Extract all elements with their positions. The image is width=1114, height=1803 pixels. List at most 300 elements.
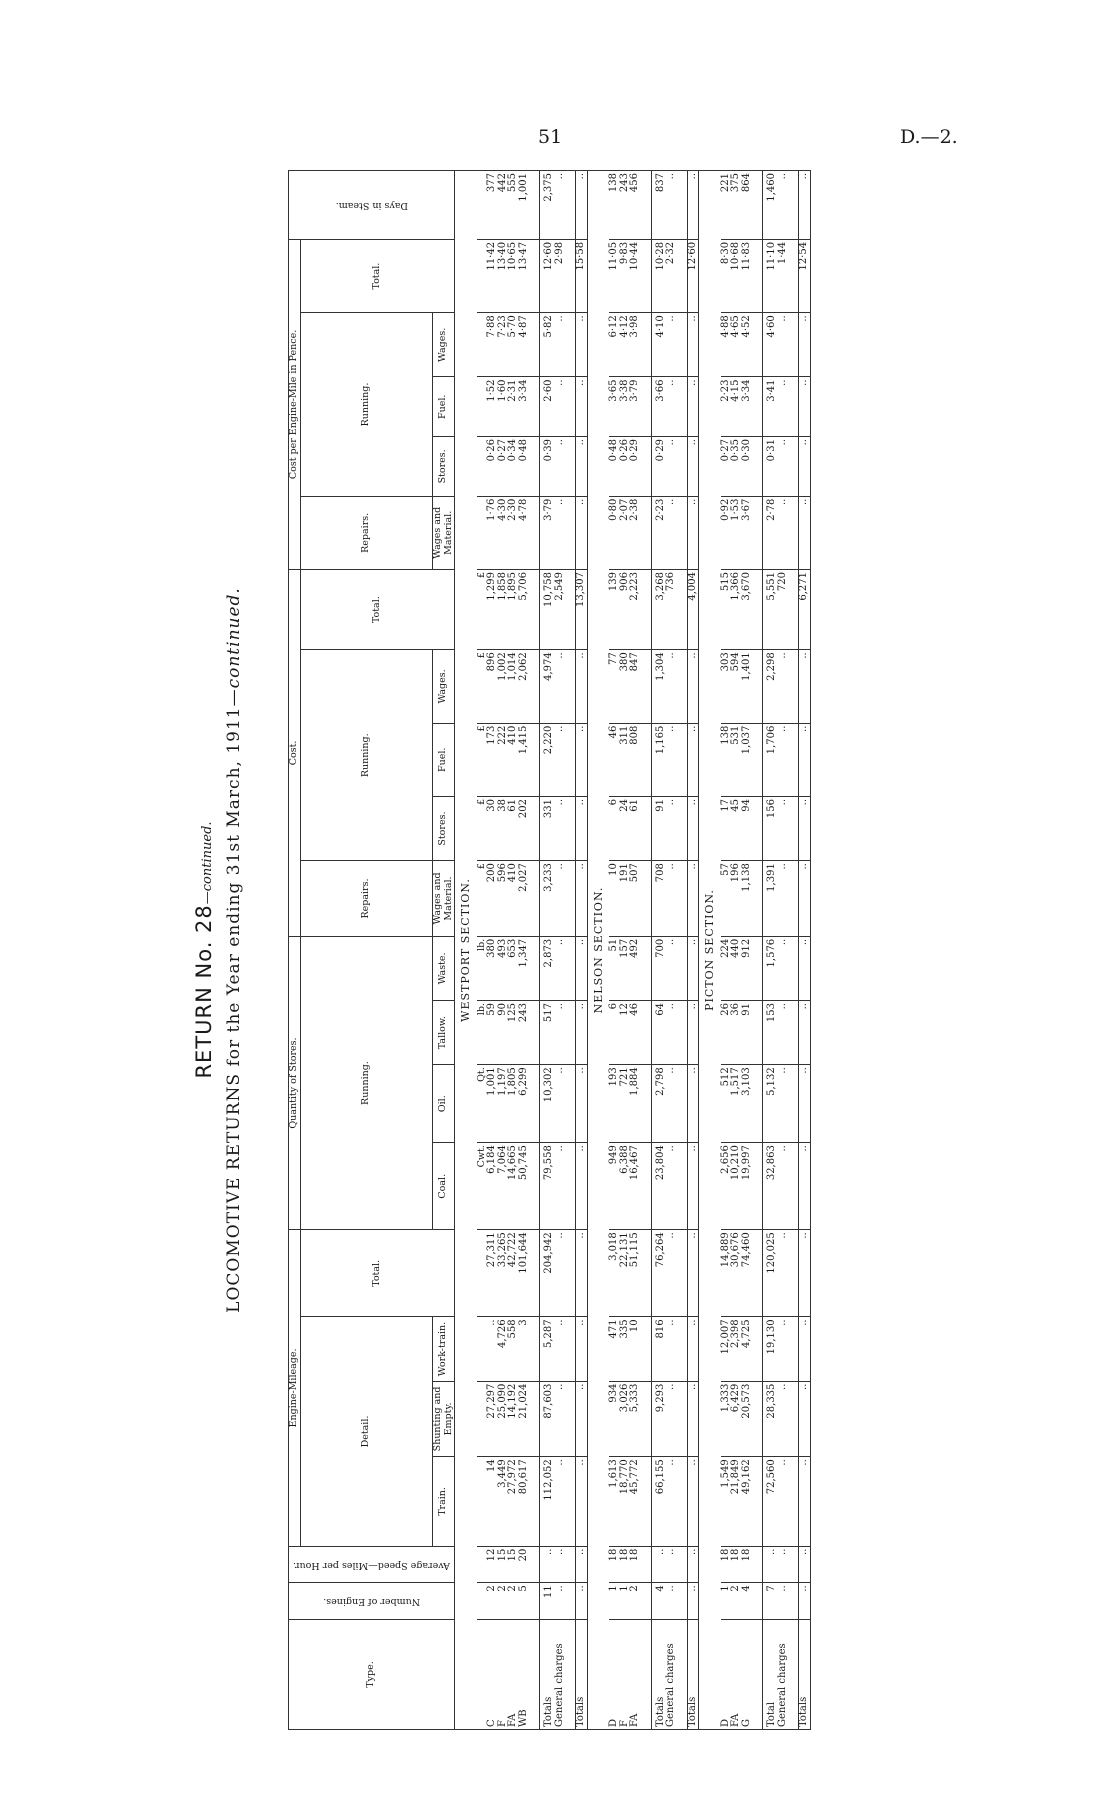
table-cell: 2·78 — [763, 496, 778, 569]
table-cell: .. — [799, 437, 811, 497]
table-cell: 1,391 — [763, 861, 778, 937]
table-cell: 120,025 — [763, 1230, 778, 1317]
table-cell: 191 — [620, 861, 631, 937]
table-cell: .. — [687, 437, 699, 497]
spacer-cell — [565, 861, 576, 937]
table-cell: 50,745 — [519, 1143, 530, 1230]
section-heading-row — [455, 171, 477, 1730]
table-cell: 1,333 — [721, 1381, 732, 1457]
table-cell: 3·38 — [620, 377, 631, 437]
table-cell: .. — [666, 496, 677, 569]
spacer-cell — [529, 1583, 540, 1620]
table-cell: 1,037 — [742, 723, 753, 796]
return-subtitle — [224, 170, 244, 1730]
table-cell: 202 — [519, 796, 530, 860]
table-cell: 2,798 — [651, 1065, 666, 1143]
table-cell: .. — [555, 1457, 566, 1546]
spacer-cell — [788, 796, 799, 860]
header-speed: Average Speed—Miles per Hour. — [289, 1546, 455, 1583]
table-cell: 6,429 — [731, 1381, 742, 1457]
table-cell: .. — [778, 1546, 789, 1583]
table-cell: .. — [666, 313, 677, 377]
spacer-cell — [641, 1230, 652, 1317]
table-cell: .. — [576, 936, 588, 1000]
table-cell: 17 — [721, 796, 732, 860]
table-cell: .. — [576, 861, 588, 937]
table-cell: 200 — [487, 861, 498, 937]
table-cell: 6 — [609, 796, 620, 860]
table-cell: 90 — [498, 1001, 509, 1065]
header-mile-running: Running. — [300, 313, 433, 496]
return-title-main: RETURN No. 28 — [192, 904, 216, 1079]
table-cell: 2·31 — [508, 377, 519, 437]
table-cell: 4·10 — [651, 313, 666, 377]
row-type: F — [498, 1619, 509, 1729]
table-cell: 1·53 — [731, 496, 742, 569]
table-cell: 311 — [620, 723, 631, 796]
header-detail: Detail. — [300, 1317, 433, 1546]
table-cell: .. — [576, 1381, 588, 1457]
table-cell: 4·60 — [763, 313, 778, 377]
table-cell: .. — [576, 1001, 588, 1065]
spacer-cell — [529, 437, 540, 497]
table-cell: 196 — [731, 861, 742, 937]
table-cell: 0·92 — [721, 496, 732, 569]
spacer-cell — [565, 650, 576, 723]
table-cell: 0·34 — [508, 437, 519, 497]
spacer-cell — [641, 861, 652, 937]
row-type: D — [609, 1619, 620, 1729]
row-type: G — [742, 1619, 753, 1729]
unit-cell: £ — [477, 570, 488, 650]
table-cell: 11·05 — [609, 239, 620, 312]
spacer-cell — [565, 570, 576, 650]
table-cell: .. — [799, 171, 811, 240]
table-cell: 18 — [721, 1546, 732, 1583]
spacer-cell — [677, 1457, 688, 1546]
general-charges-row — [778, 171, 789, 1730]
spacer-cell — [641, 1583, 652, 1620]
table-cell: 442 — [498, 171, 509, 240]
table-cell: 1·60 — [498, 377, 509, 437]
table-cell: .. — [666, 1457, 677, 1546]
table-cell: 138 — [721, 723, 732, 796]
spacer-cell — [788, 1381, 799, 1457]
table-cell: 32,863 — [763, 1143, 778, 1230]
table-cell: 1 — [620, 1583, 631, 1620]
table-cell: .. — [555, 1143, 566, 1230]
table-cell: 5 — [519, 1583, 530, 1620]
table-cell: 7 — [763, 1583, 778, 1620]
spacer-cell — [788, 437, 799, 497]
header-engines: Number of Engines. — [289, 1583, 455, 1620]
table-cell: .. — [555, 1546, 566, 1583]
table-cell: 5,333 — [630, 1381, 641, 1457]
table-cell: .. — [778, 1583, 789, 1620]
table-cell: 20,573 — [742, 1381, 753, 1457]
table-cell: .. — [778, 437, 789, 497]
row-type: General charges — [666, 1619, 677, 1729]
spacer-cell — [752, 936, 763, 1000]
table-cell: .. — [778, 1001, 789, 1065]
table-cell: 5,706 — [519, 570, 530, 650]
spacer-cell — [529, 650, 540, 723]
table-cell: .. — [555, 437, 566, 497]
spacer-cell — [752, 570, 763, 650]
spacer-cell — [565, 1065, 576, 1143]
spacer-cell — [752, 723, 763, 796]
table-cell: .. — [555, 377, 566, 437]
table-cell: .. — [666, 1001, 677, 1065]
table-cell: 3 — [519, 1317, 530, 1381]
table-cell: 18 — [609, 1546, 620, 1583]
table-cell: 57 — [721, 861, 732, 937]
table-cell: 204,942 — [540, 1230, 555, 1317]
totals-row — [763, 171, 778, 1730]
table-row — [609, 171, 620, 1730]
table-cell: .. — [799, 723, 811, 796]
table-cell: .. — [666, 723, 677, 796]
header-days: Days in Steam. — [289, 171, 455, 240]
row-type: General charges — [555, 1619, 566, 1729]
table-cell: 10·65 — [508, 239, 519, 312]
spacer-cell — [641, 570, 652, 650]
general-charges-row — [666, 171, 677, 1730]
table-cell: 4·65 — [731, 313, 742, 377]
table-cell: .. — [555, 1583, 566, 1620]
spacer-cell — [529, 861, 540, 937]
table-cell: .. — [666, 1317, 677, 1381]
table-cell: 0·48 — [609, 437, 620, 497]
table-cell: 1,001 — [487, 1065, 498, 1143]
spacer-cell — [641, 723, 652, 796]
table-cell: 10·28 — [651, 239, 666, 312]
table-cell: 5·70 — [508, 313, 519, 377]
table-cell: .. — [799, 1065, 811, 1143]
spacer-cell — [565, 1457, 576, 1546]
table-cell: 2,220 — [540, 723, 555, 796]
spacer-cell — [641, 936, 652, 1000]
table-cell: 3,233 — [540, 861, 555, 937]
header-coal: Coal. — [433, 1143, 455, 1230]
table-cell: .. — [778, 1381, 789, 1457]
table-cell: 45,772 — [630, 1457, 641, 1546]
table-cell: 3,103 — [742, 1065, 753, 1143]
spacer-cell — [565, 239, 576, 312]
table-cell: .. — [778, 496, 789, 569]
grand-totals-row — [799, 171, 811, 1730]
header-mile-fuel: Fuel. — [433, 377, 455, 437]
spacer-cell — [677, 239, 688, 312]
table-cell: 46 — [630, 1001, 641, 1065]
spacer-cell — [752, 1381, 763, 1457]
table-cell: .. — [666, 377, 677, 437]
table-cell: .. — [778, 377, 789, 437]
row-type: Totals — [687, 1619, 699, 1729]
spacer-cell — [752, 1001, 763, 1065]
table-cell: 1,613 — [609, 1457, 620, 1546]
table-cell: 4·78 — [519, 496, 530, 569]
spacer-cell — [788, 1317, 799, 1381]
table-cell: 112,052 — [540, 1457, 555, 1546]
spacer-cell — [565, 313, 576, 377]
table-cell: 61 — [508, 796, 519, 860]
spacer-cell — [529, 1317, 540, 1381]
table-cell: 517 — [540, 1001, 555, 1065]
return-subtitle-main: LOCOMOTIVE RETURNS for the Year ending 31st March, 1911 — [224, 706, 244, 1313]
table-cell: 139 — [609, 570, 620, 650]
table-cell: 1,576 — [763, 936, 778, 1000]
rotated-return-sheet — [170, 170, 1075, 1730]
spacer-cell — [752, 861, 763, 937]
table-cell: 2,223 — [630, 570, 641, 650]
header-stores-running: Running. — [300, 936, 433, 1229]
table-cell: 87,603 — [540, 1381, 555, 1457]
table-cell: .. — [799, 1001, 811, 1065]
table-cell: 2·38 — [630, 496, 641, 569]
spacer-cell — [641, 1065, 652, 1143]
row-type: General charges — [778, 1619, 789, 1729]
table-cell: .. — [799, 377, 811, 437]
table-cell: 0·27 — [498, 437, 509, 497]
table-cell: .. — [778, 861, 789, 937]
table-cell: 12 — [620, 1001, 631, 1065]
table-cell: .. — [687, 313, 699, 377]
table-cell: 12·60 — [687, 239, 699, 312]
table-cell: 10,758 — [540, 570, 555, 650]
table-cell: .. — [687, 1317, 699, 1381]
spacer-cell — [788, 650, 799, 723]
table-cell: 2 — [498, 1583, 509, 1620]
table-cell: 2·23 — [721, 377, 732, 437]
table-cell: 193 — [609, 1065, 620, 1143]
table-cell: 3·79 — [540, 496, 555, 569]
spacer-cell — [752, 1619, 763, 1729]
table-cell: .. — [687, 496, 699, 569]
table-cell: 1,858 — [498, 570, 509, 650]
table-row — [519, 171, 530, 1730]
table-cell: 4·87 — [519, 313, 530, 377]
table-cell: 3·67 — [742, 496, 753, 569]
table-cell: 6,388 — [620, 1143, 631, 1230]
table-cell: .. — [778, 171, 789, 240]
table-cell: 531 — [731, 723, 742, 796]
spacer-cell — [565, 1001, 576, 1065]
section-heading: WESTPORT SECTION. — [455, 171, 477, 1730]
header-cost-total: Total. — [300, 570, 455, 650]
table-cell: .. — [555, 1317, 566, 1381]
table-cell: .. — [576, 650, 588, 723]
spacer-cell — [788, 313, 799, 377]
header-cost-repairs: Repairs. — [300, 861, 433, 937]
table-cell: 1,706 — [763, 723, 778, 796]
table-cell: 5·82 — [540, 313, 555, 377]
table-cell: .. — [666, 796, 677, 860]
table-cell: 77 — [609, 650, 620, 723]
spacer-cell — [677, 437, 688, 497]
spacer-cell — [565, 1381, 576, 1457]
table-cell: 80,617 — [519, 1457, 530, 1546]
table-cell: 1,165 — [651, 723, 666, 796]
general-charges-row — [555, 171, 566, 1730]
table-cell: 6 — [609, 1001, 620, 1065]
spacer-cell — [641, 1001, 652, 1065]
header-train: Train. — [433, 1457, 455, 1546]
table-cell: 410 — [508, 723, 519, 796]
table-cell: 3·79 — [630, 377, 641, 437]
table-cell: .. — [799, 796, 811, 860]
spacer-cell — [529, 1457, 540, 1546]
spacer-cell — [529, 1546, 540, 1583]
spacer-cell — [677, 171, 688, 240]
table-cell: 653 — [508, 936, 519, 1000]
table-cell: 9·83 — [620, 239, 631, 312]
table-cell: 12 — [487, 1546, 498, 1583]
table-cell: 7·88 — [487, 313, 498, 377]
table-cell: .. — [555, 313, 566, 377]
table-cell: .. — [687, 1546, 699, 1583]
table-cell: 4 — [742, 1583, 753, 1620]
table-cell: .. — [487, 1317, 498, 1381]
spacer-cell — [752, 1317, 763, 1381]
table-cell: 22,131 — [620, 1230, 631, 1317]
table-cell: 906 — [620, 570, 631, 650]
table-cell: 837 — [651, 171, 666, 240]
unit-cell: £ — [477, 796, 488, 860]
table-cell: .. — [576, 1546, 588, 1583]
spacer-cell — [752, 1065, 763, 1143]
table-cell: 11·42 — [487, 239, 498, 312]
header-oil: Oil. — [433, 1065, 455, 1143]
spacer-cell — [565, 1583, 576, 1620]
table-cell: .. — [555, 650, 566, 723]
table-cell: 15 — [508, 1546, 519, 1583]
table-cell: 26 — [721, 1001, 732, 1065]
table-cell: 380 — [620, 650, 631, 723]
table-cell: 1,517 — [731, 1065, 742, 1143]
table-cell: 335 — [620, 1317, 631, 1381]
header-cost-wages-material: Wages and Material. — [433, 861, 455, 937]
table-cell: 4,725 — [742, 1317, 753, 1381]
table-cell: 153 — [763, 1001, 778, 1065]
spacer-cell — [788, 1230, 799, 1317]
table-cell: .. — [778, 1230, 789, 1317]
table-cell: 3·65 — [609, 377, 620, 437]
spacer-cell — [529, 496, 540, 569]
spacer-cell — [529, 377, 540, 437]
table-cell: 2,398 — [731, 1317, 742, 1381]
unit-cell — [477, 1317, 488, 1381]
table-cell: 3·34 — [742, 377, 753, 437]
totals-row — [651, 171, 666, 1730]
spacer-cell — [752, 496, 763, 569]
header-stores: Quantity of Stores. — [289, 936, 301, 1229]
table-cell: 1 — [609, 1583, 620, 1620]
row-type: Totals — [799, 1619, 811, 1729]
spacer-cell — [788, 1583, 799, 1620]
table-cell: .. — [778, 1317, 789, 1381]
spacer-cell — [677, 1381, 688, 1457]
table-cell: .. — [666, 1381, 677, 1457]
table-row — [630, 171, 641, 1730]
table-cell: 0·31 — [763, 437, 778, 497]
table-cell: 1,014 — [508, 650, 519, 723]
table-cell: 0·29 — [651, 437, 666, 497]
table-cell: 10·44 — [630, 239, 641, 312]
table-cell: 18 — [620, 1546, 631, 1583]
table-cell: 91 — [651, 796, 666, 860]
table-cell: .. — [576, 1583, 588, 1620]
table-cell: 10 — [630, 1317, 641, 1381]
table-row — [731, 171, 742, 1730]
table-cell: 4,726 — [498, 1317, 509, 1381]
table-cell: 23,804 — [651, 1143, 666, 1230]
table-cell: .. — [687, 1001, 699, 1065]
table-cell: 3,449 — [498, 1457, 509, 1546]
table-cell: 59 — [487, 1001, 498, 1065]
spacer-cell — [788, 936, 799, 1000]
table-cell: .. — [576, 1065, 588, 1143]
spacer-cell — [529, 570, 540, 650]
table-cell: 380 — [487, 936, 498, 1000]
table-cell: .. — [687, 861, 699, 937]
table-cell: .. — [555, 1230, 566, 1317]
spacer-cell — [788, 1457, 799, 1546]
table-cell: 27,311 — [487, 1230, 498, 1317]
spacer-cell — [641, 377, 652, 437]
page-number: 51 — [538, 126, 563, 148]
table-cell: 1,549 — [721, 1457, 732, 1546]
table-cell: 1·76 — [487, 496, 498, 569]
table-cell: .. — [555, 1001, 566, 1065]
table-cell: 847 — [630, 650, 641, 723]
table-cell: .. — [666, 1546, 677, 1583]
spacer-cell — [788, 377, 799, 437]
table-cell: 91 — [742, 1001, 753, 1065]
table-cell: 934 — [609, 1381, 620, 1457]
spacer-cell — [752, 377, 763, 437]
section-heading: PICTON SECTION. — [699, 171, 721, 1730]
table-cell: 0·26 — [620, 437, 631, 497]
spacer-row — [788, 171, 799, 1730]
table-cell: 3·34 — [519, 377, 530, 437]
table-cell: .. — [555, 861, 566, 937]
table-cell: .. — [687, 796, 699, 860]
table-cell: 224 — [721, 936, 732, 1000]
table-cell: 0·48 — [519, 437, 530, 497]
table-cell: .. — [778, 1065, 789, 1143]
table-cell: .. — [799, 936, 811, 1000]
spacer-cell — [788, 723, 799, 796]
table-cell: .. — [799, 1317, 811, 1381]
table-cell: 66,155 — [651, 1457, 666, 1546]
spacer-row — [529, 171, 540, 1730]
spacer-cell — [565, 936, 576, 1000]
table-cell: .. — [555, 496, 566, 569]
table-cell: 0·29 — [630, 437, 641, 497]
spacer-cell — [677, 796, 688, 860]
table-cell: .. — [799, 650, 811, 723]
table-cell: 2,062 — [519, 650, 530, 723]
spacer-cell — [565, 377, 576, 437]
table-cell: .. — [555, 723, 566, 796]
table-cell: 6,184 — [487, 1143, 498, 1230]
spacer-cell — [677, 1001, 688, 1065]
spacer-cell — [677, 1317, 688, 1381]
table-cell: 331 — [540, 796, 555, 860]
return-title — [192, 170, 216, 1730]
table-cell: .. — [576, 1317, 588, 1381]
